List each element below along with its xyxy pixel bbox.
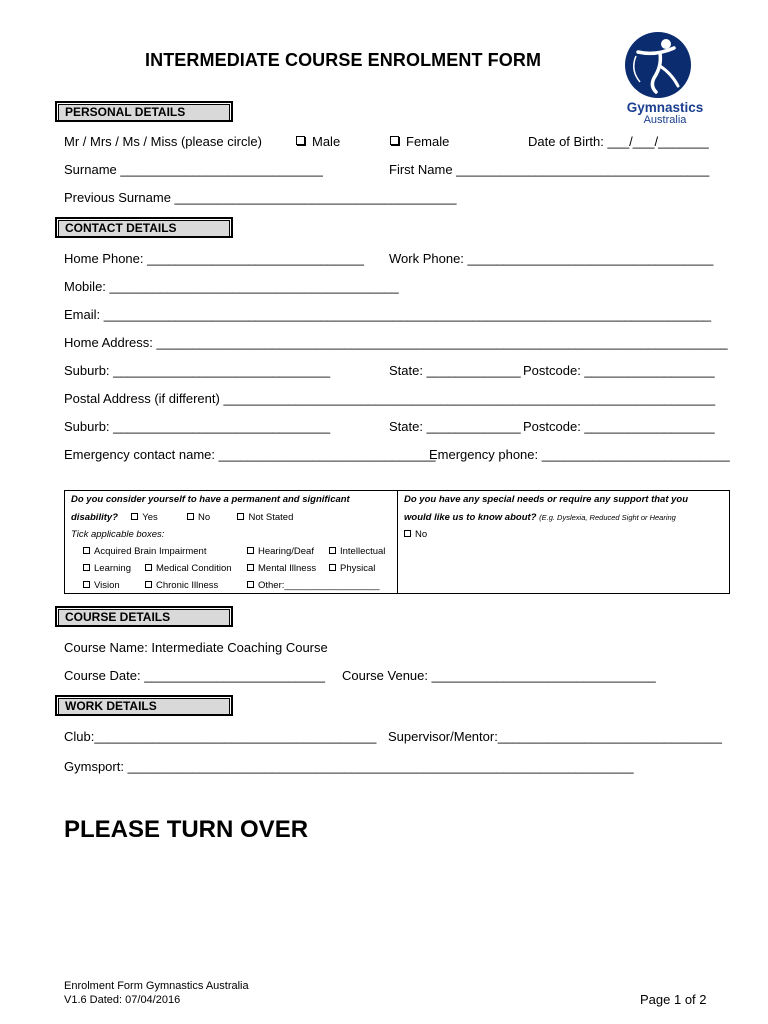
mobile-field[interactable]: Mobile: ________________________________________ <box>64 279 399 294</box>
disability-support-box <box>64 490 730 594</box>
checkbox-icon[interactable] <box>131 513 138 520</box>
checkbox-icon[interactable] <box>296 136 305 145</box>
option-label: Acquired Brain Impairment <box>94 546 207 557</box>
checkbox-icon[interactable] <box>237 513 244 520</box>
section-header-personal <box>55 101 233 122</box>
section-header-contact <box>55 217 233 238</box>
checkbox-icon[interactable] <box>390 136 399 145</box>
option-medical[interactable] <box>145 563 232 574</box>
option-label: Other:__________________ <box>258 580 380 591</box>
support-no-option[interactable] <box>404 529 427 540</box>
section-header-label: CONTACT DETAILS <box>58 220 230 237</box>
postcode-field[interactable]: Postcode: __________________ <box>523 363 715 378</box>
support-example: (E.g. Dyslexia, Reduced Sight or Hearing <box>539 513 676 522</box>
logo-text-gymnastics: Gymnastics <box>626 100 704 115</box>
option-label: Vision <box>94 580 120 591</box>
checkbox-icon[interactable] <box>145 564 152 571</box>
checkbox-icon[interactable] <box>329 564 336 571</box>
state-field[interactable]: State: _____________ <box>389 363 521 378</box>
section-header-label: COURSE DETAILS <box>58 609 230 626</box>
disability-question-cont: disability? <box>71 512 118 523</box>
course-date-field[interactable]: Course Date: _________________________ <box>64 668 325 683</box>
title-options-field[interactable]: Mr / Mrs / Ms / Miss (please circle) <box>64 134 262 149</box>
option-label: Intellectual <box>340 546 386 557</box>
course-venue-field[interactable]: Course Venue: _______________________________ <box>342 668 656 683</box>
option-label: Learning <box>94 563 131 574</box>
support-question-cont: would like us to know about? <box>404 512 537 523</box>
supervisor-mentor-field[interactable]: Supervisor/Mentor:_______________________________ <box>388 729 722 744</box>
checkbox-icon[interactable] <box>187 513 194 520</box>
option-acquired-brain[interactable] <box>83 546 206 557</box>
course-name: Course Name: Intermediate Coaching Course <box>64 640 328 655</box>
support-no-label: No <box>415 529 428 540</box>
option-intellectual[interactable] <box>329 546 385 557</box>
box-divider <box>397 491 398 593</box>
tick-label: Tick applicable boxes: <box>71 529 165 540</box>
previous-surname-field[interactable]: Previous Surname _______________________________________ <box>64 190 457 205</box>
home-phone-field[interactable]: Home Phone: ______________________________ <box>64 251 365 266</box>
support-question: Do you have any special needs or require any support that you <box>404 494 689 505</box>
date-of-birth-field[interactable]: Date of Birth: ___/___/_______ <box>528 134 709 149</box>
option-physical[interactable] <box>329 563 375 574</box>
emergency-phone-field[interactable]: Emergency phone: __________________________ <box>429 447 730 462</box>
male-option[interactable] <box>296 134 340 149</box>
female-option[interactable] <box>390 134 449 149</box>
checkbox-icon[interactable] <box>404 530 411 537</box>
postal-postcode-field[interactable]: Postcode: __________________ <box>523 419 715 434</box>
female-label: Female <box>406 134 450 149</box>
no-label: No <box>198 512 211 523</box>
option-label: Physical <box>340 563 376 574</box>
option-learning[interactable] <box>83 563 131 574</box>
option-label: Hearing/Deaf <box>258 546 314 557</box>
checkbox-icon[interactable] <box>83 564 90 571</box>
not-stated-label: Not Stated <box>248 512 294 523</box>
option-label: Medical Condition <box>156 563 232 574</box>
gymnastics-australia-logo <box>616 26 714 130</box>
postal-state-field[interactable]: State: _____________ <box>389 419 521 434</box>
emergency-contact-name-field[interactable]: Emergency contact name: ______________________________ <box>64 447 436 462</box>
club-field[interactable]: Club:_______________________________________ <box>64 729 377 744</box>
option-other[interactable] <box>247 580 380 591</box>
section-header-course <box>55 606 233 627</box>
surname-field[interactable]: Surname ____________________________ <box>64 162 323 177</box>
section-header-label: WORK DETAILS <box>58 698 230 715</box>
footer-line-2: V1.6 Dated: 07/04/2016 <box>64 994 181 1006</box>
work-phone-field[interactable]: Work Phone: __________________________________ <box>389 251 714 266</box>
checkbox-icon[interactable] <box>83 547 90 554</box>
yes-label: Yes <box>142 512 158 523</box>
option-label: Mental Illness <box>258 563 317 574</box>
support-question-row <box>404 512 676 523</box>
disability-question: Do you consider yourself to have a permanent and significant <box>71 494 350 505</box>
please-turn-over: PLEASE TURN OVER <box>64 816 309 843</box>
postal-address-field[interactable]: Postal Address (if different) ____________________________________________________________________ <box>64 391 716 406</box>
home-address-field[interactable]: Home Address: _______________________________________________________________________________ <box>64 335 728 350</box>
checkbox-icon[interactable] <box>247 564 254 571</box>
email-field[interactable]: Email: ____________________________________________________________________________________ <box>64 307 712 322</box>
page-number: Page 1 of 2 <box>640 992 707 1007</box>
section-header-work <box>55 695 233 716</box>
option-chronic[interactable] <box>145 580 218 591</box>
postal-suburb-field[interactable]: Suburb: ______________________________ <box>64 419 331 434</box>
section-header-label: PERSONAL DETAILS <box>58 104 230 121</box>
checkbox-icon[interactable] <box>329 547 336 554</box>
checkbox-icon[interactable] <box>83 581 90 588</box>
checkbox-icon[interactable] <box>247 547 254 554</box>
disability-answer-row <box>71 512 293 523</box>
option-hearing[interactable] <box>247 546 314 557</box>
form-title: INTERMEDIATE COURSE ENROLMENT FORM <box>145 50 542 70</box>
footer-line-1: Enrolment Form Gymnastics Australia <box>64 980 249 992</box>
option-vision[interactable] <box>83 580 120 591</box>
logo-text-australia: Australia <box>643 114 687 126</box>
male-label: Male <box>312 134 341 149</box>
option-label: Chronic Illness <box>156 580 219 591</box>
option-mental[interactable] <box>247 563 316 574</box>
suburb-field[interactable]: Suburb: ______________________________ <box>64 363 331 378</box>
first-name-field[interactable]: First Name ___________________________________ <box>389 162 710 177</box>
checkbox-icon[interactable] <box>247 581 254 588</box>
checkbox-icon[interactable] <box>145 581 152 588</box>
gymsport-field[interactable]: Gymsport: ______________________________________________________________________ <box>64 759 634 774</box>
